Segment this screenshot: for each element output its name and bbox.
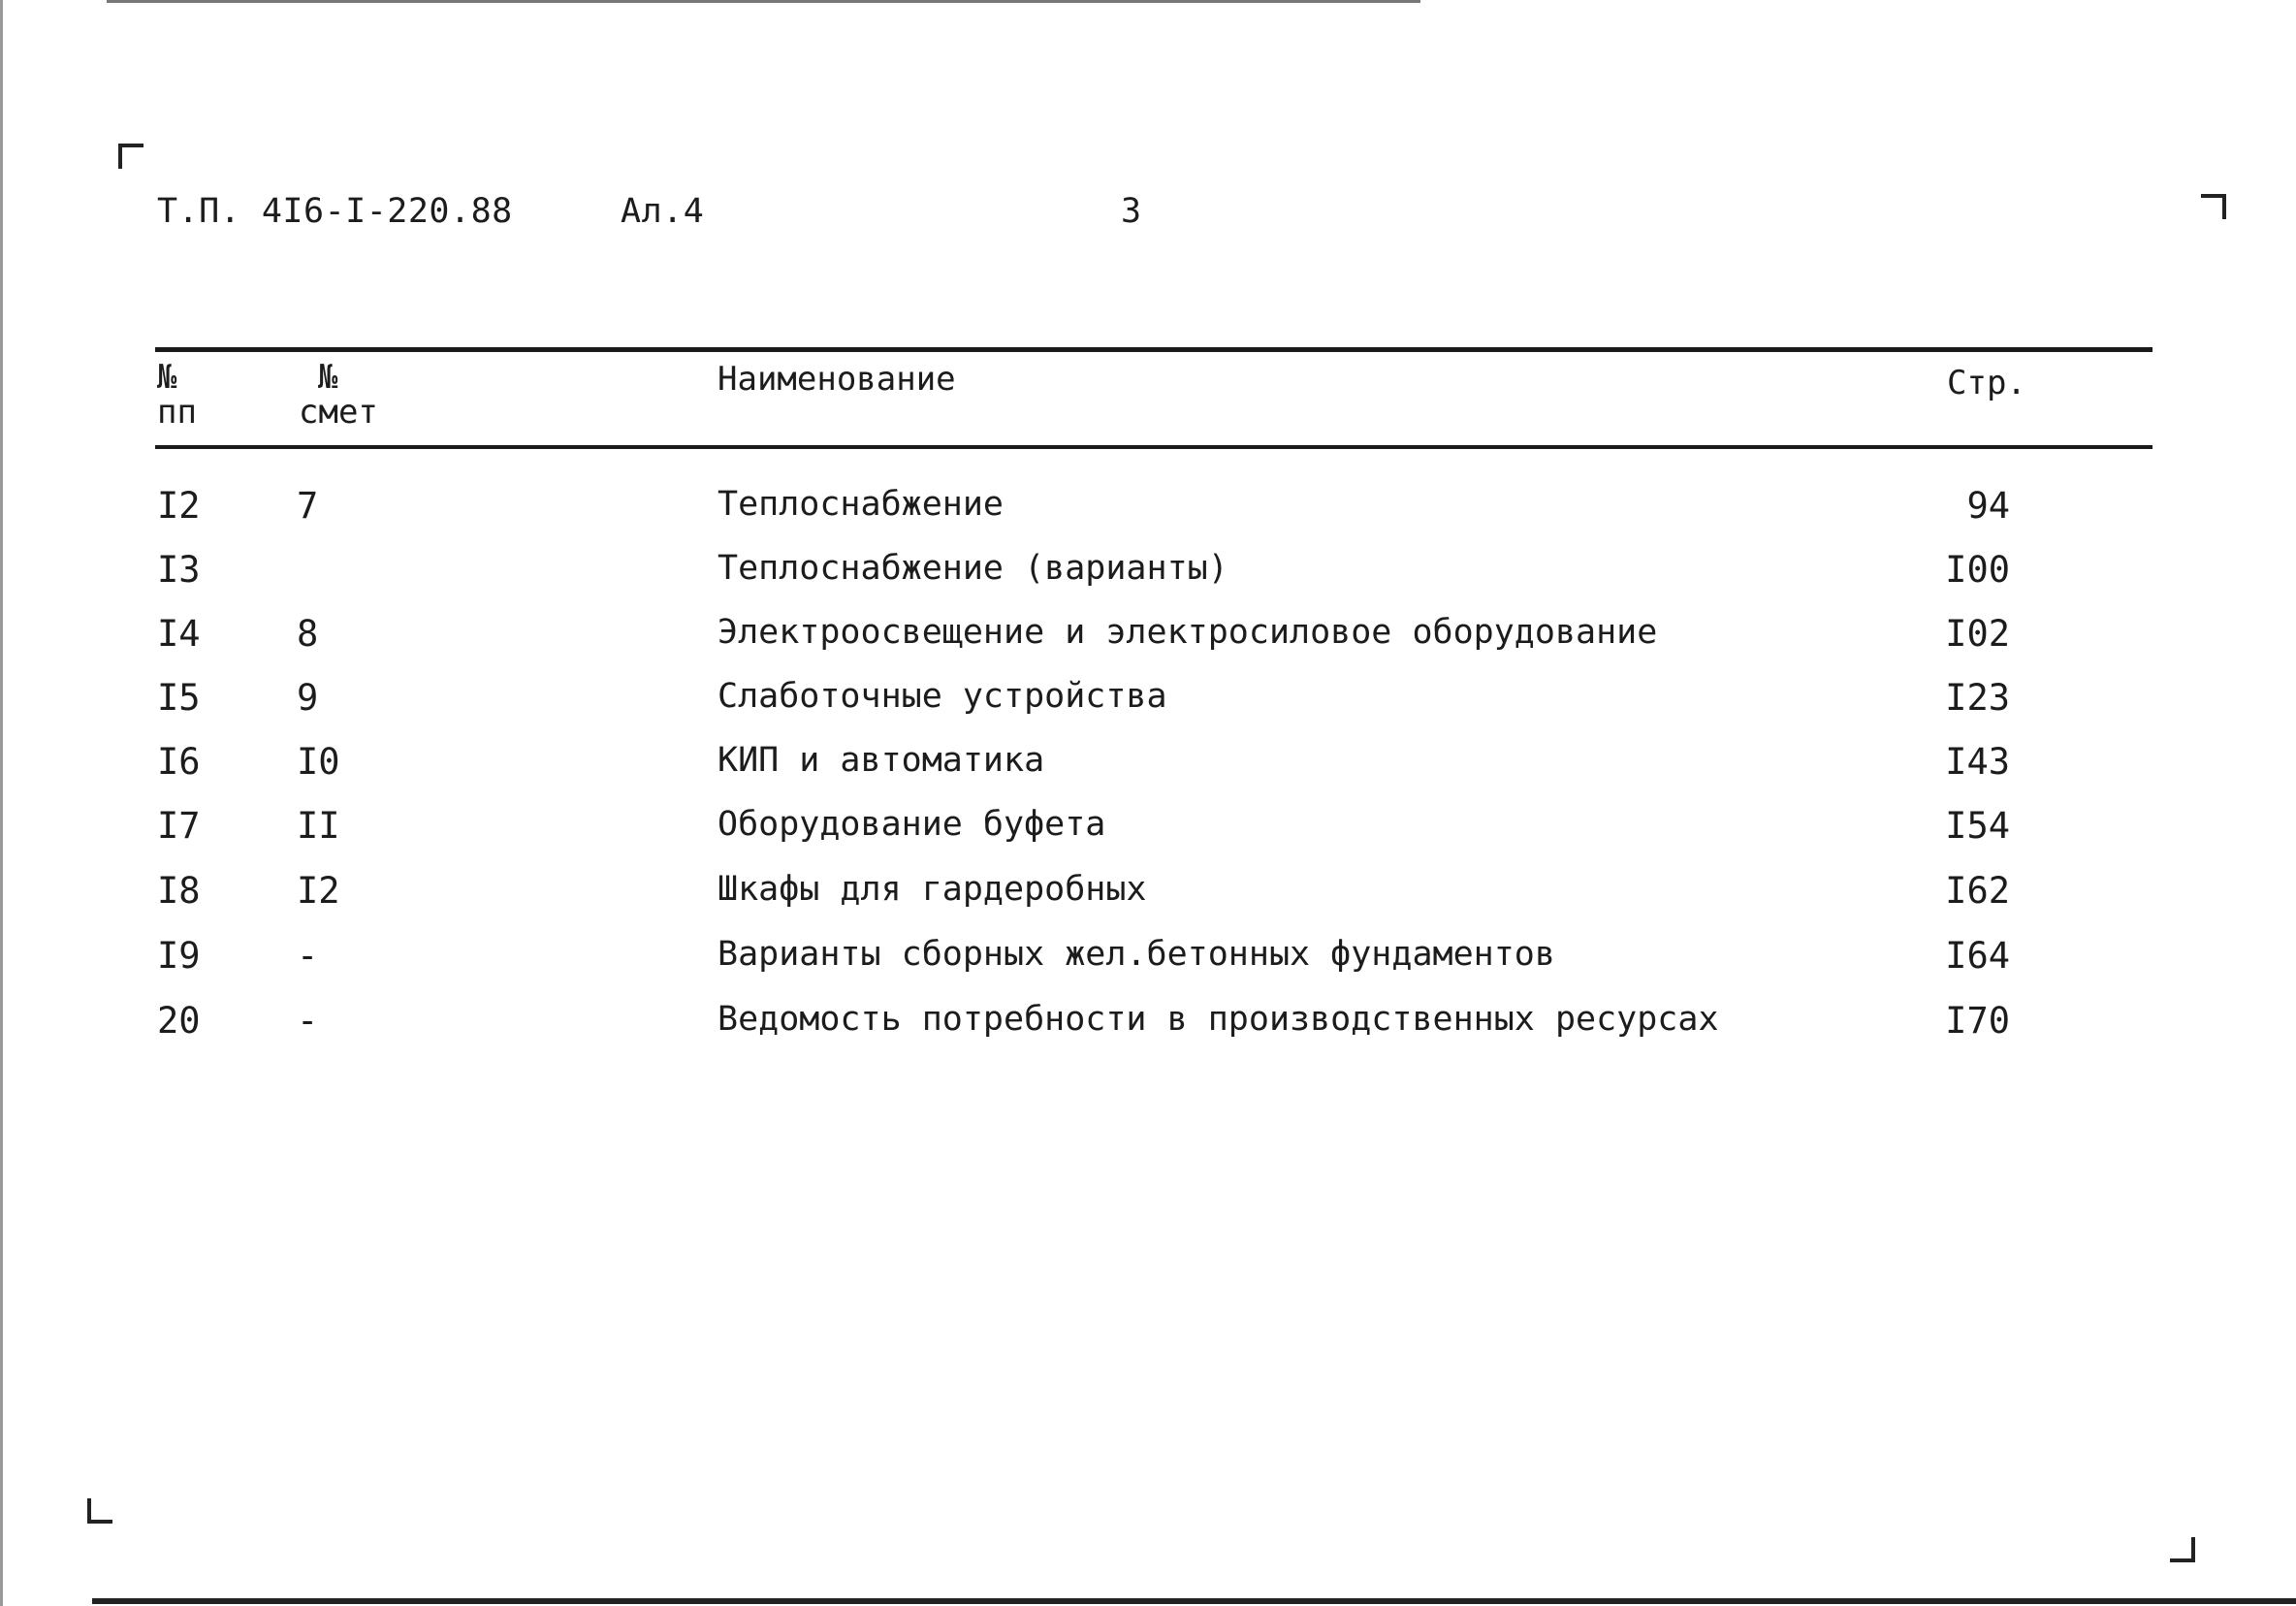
corner-mark-top-left bbox=[118, 144, 144, 169]
row-page: I54 bbox=[1945, 805, 2010, 847]
row-name: Ведомость потребности в производственных ресурсах bbox=[718, 1000, 1719, 1039]
column-header-name: Наименование bbox=[718, 360, 956, 399]
column-header-page: Стр. bbox=[1947, 364, 2026, 402]
row-page: I62 bbox=[1945, 870, 2010, 912]
row-number: I3 bbox=[157, 549, 201, 591]
row-name: Теплоснабжение bbox=[718, 485, 1004, 524]
row-page: I02 bbox=[1945, 613, 2010, 655]
row-page: I43 bbox=[1945, 741, 2010, 783]
row-number: I7 bbox=[157, 805, 201, 847]
column-header-estimate-symbol: № bbox=[318, 358, 338, 397]
scan-edge-top bbox=[107, 0, 1420, 3]
page-number: 3 bbox=[1121, 192, 1142, 231]
row-estimate: I0 bbox=[297, 741, 340, 783]
row-estimate: - bbox=[297, 1000, 319, 1042]
column-header-num-symbol: № bbox=[157, 358, 177, 397]
row-page: 94 bbox=[1966, 485, 2010, 527]
table-row bbox=[0, 870, 2296, 934]
table-row bbox=[0, 613, 2296, 677]
table-top-rule bbox=[155, 347, 2152, 352]
row-estimate: I2 bbox=[297, 870, 340, 912]
row-name: Электроосвещение и электросиловое оборудование bbox=[718, 613, 1658, 652]
album-label: Ал.4 bbox=[621, 192, 705, 231]
row-name: Шкафы для гардеробных bbox=[718, 870, 1147, 909]
table-row bbox=[0, 1000, 2296, 1064]
corner-mark-top-right bbox=[2201, 194, 2226, 219]
row-number: I4 bbox=[157, 613, 201, 655]
row-name: Слаботочные устройства bbox=[718, 677, 1167, 716]
row-estimate: II bbox=[297, 805, 340, 847]
column-header-num: пп bbox=[157, 393, 197, 432]
row-name: КИП и автоматика bbox=[718, 741, 1045, 780]
table-row bbox=[0, 935, 2296, 999]
document-code: Т.П. 4I6-I-220.88 bbox=[157, 192, 513, 231]
table-row bbox=[0, 485, 2296, 549]
row-page: I64 bbox=[1945, 935, 2010, 977]
row-name: Варианты сборных жел.бетонных фундаментов bbox=[718, 935, 1555, 974]
row-number: I9 bbox=[157, 935, 201, 977]
table-row bbox=[0, 549, 2296, 613]
row-page: I00 bbox=[1945, 549, 2010, 591]
row-number: I5 bbox=[157, 677, 201, 719]
row-name: Теплоснабжение (варианты) bbox=[718, 549, 1228, 588]
column-header-estimate: смет bbox=[299, 393, 378, 432]
row-estimate: 7 bbox=[297, 485, 319, 527]
table-header-rule bbox=[155, 445, 2152, 449]
table-row bbox=[0, 741, 2296, 805]
scan-edge-bottom bbox=[92, 1598, 2296, 1604]
row-number: I8 bbox=[157, 870, 201, 912]
row-number: I6 bbox=[157, 741, 201, 783]
row-number: 20 bbox=[157, 1000, 201, 1042]
row-page: I23 bbox=[1945, 677, 2010, 719]
row-number: I2 bbox=[157, 485, 201, 527]
table-row bbox=[0, 677, 2296, 741]
row-name: Оборудование буфета bbox=[718, 805, 1106, 844]
row-estimate: 9 bbox=[297, 677, 319, 719]
corner-mark-bottom-right bbox=[2170, 1537, 2195, 1562]
table-row bbox=[0, 805, 2296, 869]
corner-mark-bottom-left bbox=[87, 1498, 112, 1524]
row-page: I70 bbox=[1945, 1000, 2010, 1042]
row-estimate: - bbox=[297, 935, 319, 977]
row-estimate: 8 bbox=[297, 613, 319, 655]
